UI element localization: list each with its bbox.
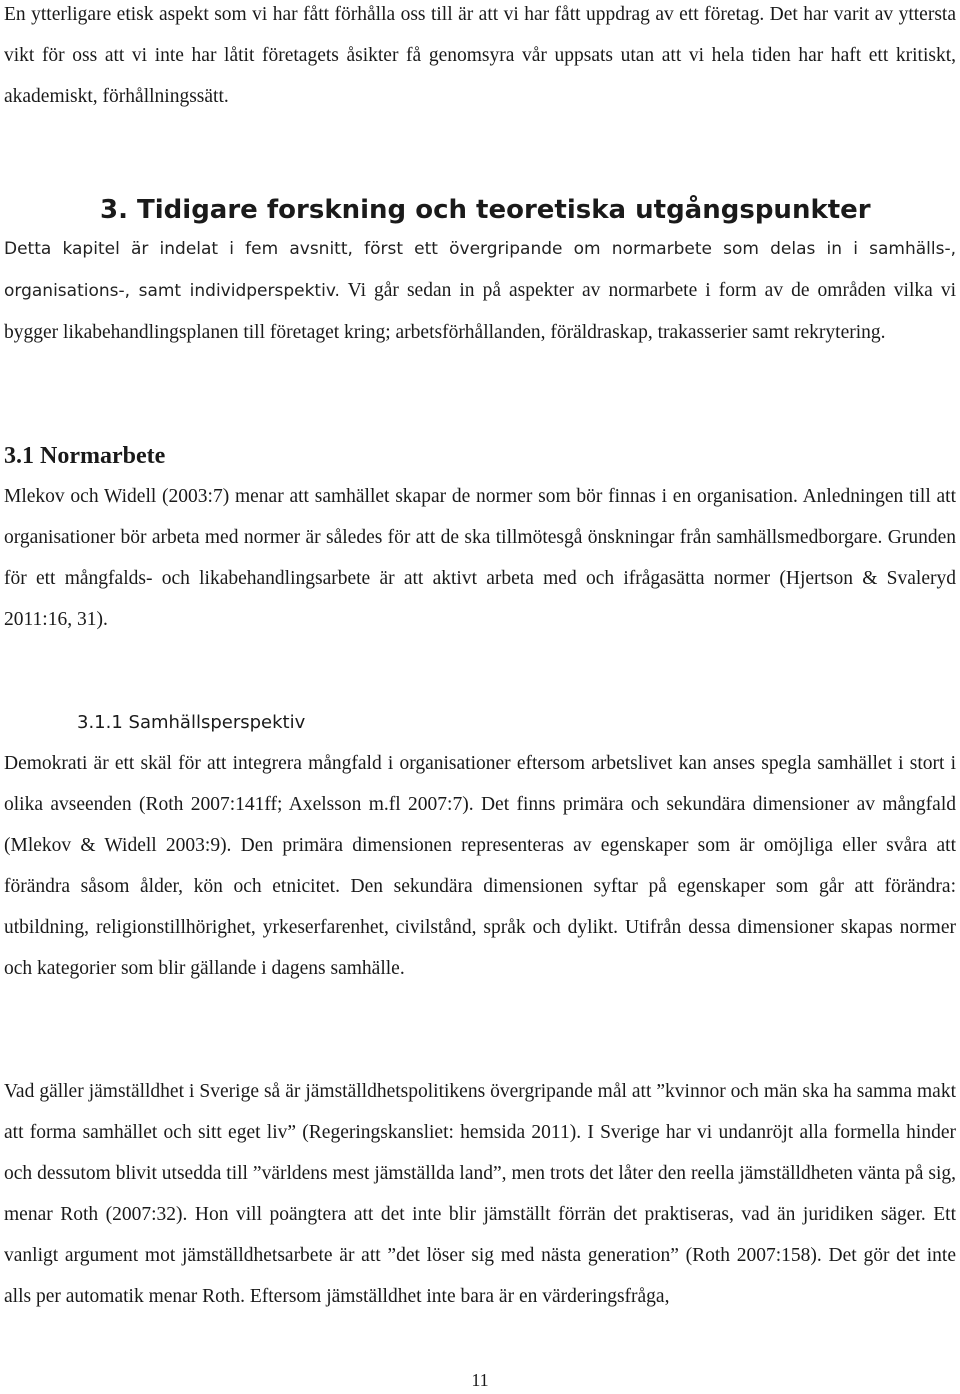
intro-paragraph: En ytterligare etisk aspekt som vi har fått förhålla oss till är att vi har fått uppdrag av ett företag. Det har varit av yttersta vikt för oss att vi inte har låtit företagets åsikter få genomsyra vår uppsats utan att vi hela tiden har haft ett kritiskt, akademiskt, förhållningssätt. <box>4 4 956 107</box>
chapter-intro-sans-text: Detta kapitel är indelat i fem avsnitt, först ett övergripande om normarbete som delas in i samhälls-, organisations-, samt individperspektiv. <box>4 239 956 301</box>
chapter-intro-paragraph <box>4 228 956 353</box>
page-number: 11 <box>471 1370 489 1390</box>
chapter-intro-serif-text: Vi går sedan in på aspekter av normarbete i form av de områden vilka vi bygger likabehandlingsplanen till företaget kring; arbetsförhållanden, föräldraskap, trakasserier samt rekrytering. <box>4 280 956 343</box>
subsection-paragraph-1: Demokrati är ett skäl för att integrera mångfald i organisationer eftersom arbetslivet kan anses spegla samhället i stort i olika avseenden (Roth 2007:141ff; Axelsson m.fl 2007:7). Det finns primära och sekundära dimensioner av mångfald (Mlekov & Widell 2003:9). Den primära dimensionen representeras av egenskaper som är omöjliga eller svåra att förändra såsom ålder, kön och etnicitet. Den sekundära dimensionen syftar på egenskaper som går att förändra: utbildning, religionstillhörighet, yrkeserfarenhet, civilstånd, språk och dylikt. Utifrån dessa dimensioner skapas normer och kategorier som blir gällande i dagens samhälle. <box>4 753 956 979</box>
subsection-paragraph-2: Vad gäller jämställdhet i Sverige så är jämställdhetspolitikens övergripande mål att ”kvinnor och män ska ha samma makt att forma samhället och sitt eget liv” (Regeringskansliet: hemsida 2011). I Sverige har vi undanröjt alla formella hinder och dessutom blivit utsedda till ”världens mest jämställda land”, men trots det låter den reella jämställdheten vänta på sig, menar Roth (2007:32). Hon vill poängtera att det inte blir jämställt förrän det praktiseras, vad än juridiken säger. Ett vanligt argument mot jämställdhetsarbete är att ”det löser sig med nästa generation” (Roth 2007:158). Det gör det inte alls per automatik menar Roth. Eftersom jämställdhet inte bara är en värderingsfråga, <box>4 1081 956 1307</box>
section-heading: 3.1 Normarbete <box>4 443 166 469</box>
chapter-heading: 3. Tidigare forskning och teoretiska utgångspunkter <box>100 195 871 225</box>
subsection-heading: 3.1.1 Samhällsperspektiv <box>77 712 306 733</box>
section-paragraph: Mlekov och Widell (2003:7) menar att samhället skapar de normer som bör finnas i en organisation. Anledningen till att organisationer bör arbeta med normer är således för att de ska tillmötesgå önskningar från samhällsmedborgare. Grunden för ett mångfalds- och likabehandlingsarbete är att aktivt arbeta med och ifrågasätta normer (Hjertson & Svaleryd 2011:16, 31). <box>4 486 956 630</box>
